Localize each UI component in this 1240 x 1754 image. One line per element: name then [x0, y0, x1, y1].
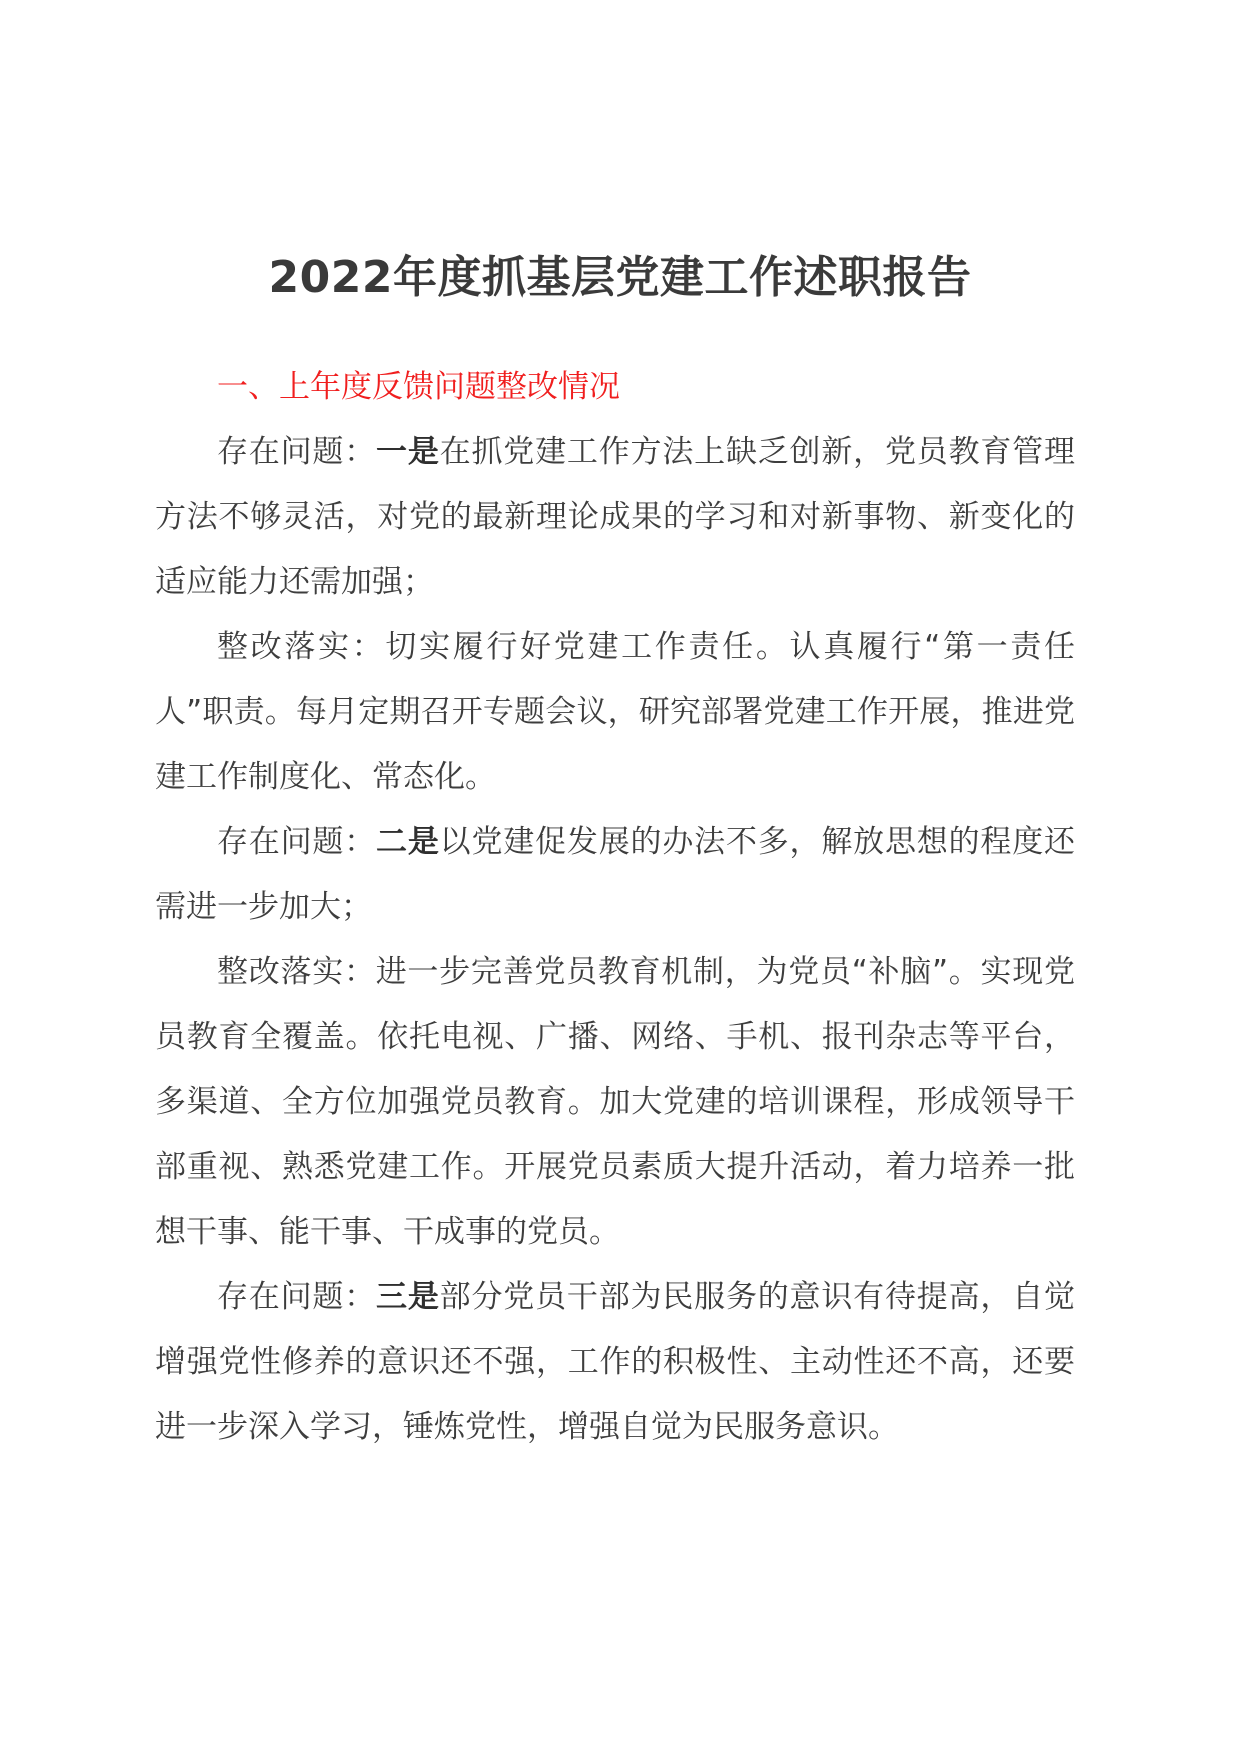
- paragraph-label: 整改落实：: [217, 954, 376, 990]
- paragraph-problem-2: [155, 810, 1075, 940]
- paragraph-text: 以党建促发展的办法不多，解放思想的程度还需进一步加大；: [155, 824, 1076, 925]
- document-body: [155, 355, 1075, 1460]
- section-heading: 一、上年度反馈问题整改情况: [217, 369, 620, 405]
- document-title: 2022年度抓基层党建工作述职报告: [268, 252, 972, 303]
- paragraph-label: 整改落实：: [217, 629, 386, 665]
- paragraph-problem-3: [155, 1265, 1075, 1460]
- paragraph-label: 存在问题：: [217, 434, 377, 470]
- paragraph-label: 存在问题：: [217, 824, 377, 860]
- paragraph-text: 进一步完善党员教育机制，为党员“补脑”。实现党员教育全覆盖。依托电视、广播、网络、手机、报刊杂志等平台，多渠道、全方位加强党员教育。加大党建的培训课程，形成领导干部重视、熟悉党建工作。开展党员素质大提升活动，着力培养一批想干事、能干事、干成事的党员。: [155, 954, 1075, 1250]
- paragraph-emphasis: 三是: [376, 1279, 440, 1315]
- paragraph-fix-1: [155, 615, 1075, 810]
- paragraph-text: 在抓党建工作方法上缺乏创新，党员教育管理方法不够灵活，对党的最新理论成果的学习和对新事物、新变化的适应能力还需加强；: [155, 434, 1076, 600]
- paragraph-problem-1: [155, 420, 1075, 615]
- paragraph-emphasis: 一是: [376, 434, 440, 470]
- paragraph-text: 部分党员干部为民服务的意识有待提高，自觉增强党性修养的意识还不强，工作的积极性、主动性还不高，还要进一步深入学习，锤炼党性，增强自觉为民服务意识。: [155, 1279, 1076, 1445]
- paragraph-emphasis: 二是: [376, 824, 440, 860]
- paragraph-text: 切实履行好党建工作责任。认真履行“第一责任人”职责。每月定期召开专题会议，研究部署党建工作开展，推进党建工作制度化、常态化。: [155, 629, 1075, 795]
- paragraph-fix-2: [155, 940, 1075, 1265]
- paragraph-label: 存在问题：: [217, 1279, 377, 1315]
